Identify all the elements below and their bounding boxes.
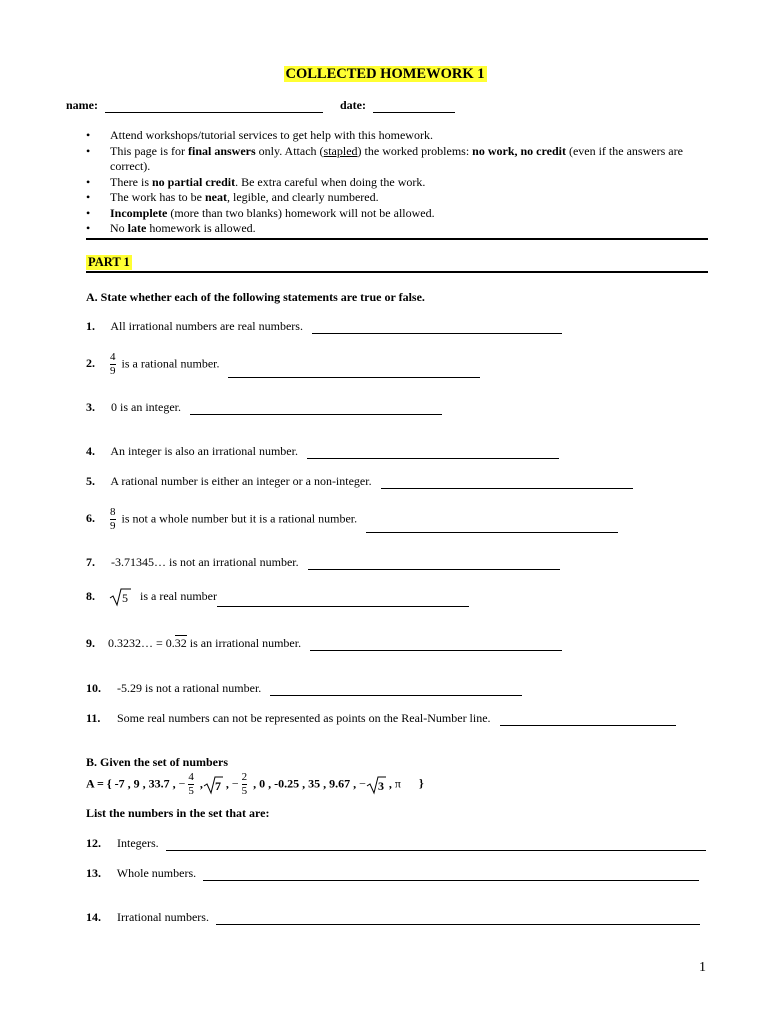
numerator: 4 <box>110 351 116 363</box>
page-number: 1 <box>699 960 706 975</box>
question-text: Whole numbers. <box>116 866 197 880</box>
instruction-item <box>86 144 706 175</box>
divider-part <box>86 271 708 273</box>
question-9 <box>86 636 562 651</box>
answer-blank[interactable] <box>217 605 469 607</box>
emphasis-text: no partial credit <box>151 174 236 189</box>
radicand: 5 <box>122 591 128 605</box>
question-text: -5.29 is not a rational number. <box>117 681 262 695</box>
question-number: 12. <box>86 836 101 850</box>
date-blank[interactable] <box>373 111 455 113</box>
page-title <box>0 66 770 83</box>
question-1 <box>86 319 562 334</box>
question-number: 14. <box>86 910 101 924</box>
fraction <box>242 771 248 798</box>
question-14 <box>86 910 706 925</box>
instruction-text: There is <box>110 174 152 189</box>
instruction-text: This page is for <box>110 143 188 158</box>
question-text: Some real numbers can not be represented as points on the Real-Number line. <box>117 711 491 725</box>
instruction-item <box>86 175 706 191</box>
question-number: 9. <box>86 636 95 650</box>
question-number: 2. <box>86 356 95 371</box>
question-7 <box>86 555 560 570</box>
answer-blank[interactable] <box>203 879 699 881</box>
square-root-icon <box>203 775 223 795</box>
emphasis-text: late <box>127 221 147 235</box>
pi-symbol: π <box>394 776 401 791</box>
minus-sign: − <box>231 776 239 791</box>
question-number: 7. <box>86 555 95 569</box>
separator: , <box>196 776 203 791</box>
question-text: Integers. <box>117 836 159 850</box>
date-field[interactable] <box>340 98 455 113</box>
answer-blank[interactable] <box>228 376 480 378</box>
instruction-text: The work has to be <box>110 190 205 204</box>
answer-blank[interactable] <box>190 413 442 415</box>
answer-blank[interactable] <box>500 724 676 726</box>
instruction-text: Attend workshops/tutorial services to get help with this homework. <box>110 128 433 142</box>
answer-blank[interactable] <box>216 923 700 925</box>
instructions-list <box>86 128 706 237</box>
emphasis-text: final answers <box>187 143 256 158</box>
question-8 <box>86 587 469 607</box>
numerator: 8 <box>110 506 116 518</box>
radicand: 7 <box>214 778 221 793</box>
instruction-text: homework is allowed. <box>146 221 256 235</box>
numerator: 2 <box>241 771 248 783</box>
answer-blank[interactable] <box>312 332 562 334</box>
minus-sign: − <box>178 776 186 791</box>
fraction <box>110 506 116 533</box>
question-text: An integer is also an irrational number. <box>110 444 298 458</box>
divider-top <box>86 238 708 240</box>
question-text: Irrational numbers. <box>117 910 209 924</box>
list-heading: List the numbers in the set that are: <box>86 806 270 820</box>
repeating-digits: 32 <box>174 636 187 650</box>
answer-blank[interactable] <box>308 568 560 570</box>
set-end: } <box>418 776 424 791</box>
separator: , <box>222 776 232 791</box>
separator: , <box>385 776 395 791</box>
radicand: 3 <box>377 778 384 793</box>
question-11 <box>86 711 676 726</box>
name-field[interactable] <box>66 98 323 113</box>
question-6 <box>86 506 618 533</box>
question-number: 3. <box>86 400 95 414</box>
numerator: 4 <box>188 771 194 783</box>
square-root-icon <box>109 587 131 607</box>
instruction-text: only. Attach ( <box>255 143 324 158</box>
question-10 <box>86 681 522 696</box>
set-middle: , 0 , -0.25 , 35 , 9.67 , <box>250 776 360 791</box>
answer-blank[interactable] <box>381 487 633 489</box>
question-text: is an irrational number. <box>186 636 302 650</box>
question-4 <box>86 444 559 459</box>
instruction-item <box>86 128 706 144</box>
denominator: 9 <box>110 520 116 532</box>
question-3 <box>86 400 442 415</box>
denominator: 5 <box>188 785 194 797</box>
instruction-text: (more than two blanks) homework will not be allowed. <box>167 205 435 220</box>
denominator: 9 <box>110 365 116 377</box>
section-b-heading: B. Given the set of numbers <box>86 755 228 769</box>
answer-blank[interactable] <box>307 457 559 459</box>
instruction-text: (even if the answers are correct). <box>110 143 683 173</box>
name-label: name: <box>66 98 98 112</box>
minus-sign: − <box>359 776 366 791</box>
question-number: 4. <box>86 444 95 458</box>
set-start: A = { -7 , 9 , 33.7 , <box>86 776 179 791</box>
question-text: 0 is an integer. <box>111 400 181 414</box>
answer-blank[interactable] <box>310 649 562 651</box>
name-blank[interactable] <box>105 111 323 113</box>
question-text: All irrational numbers are real numbers. <box>110 319 303 333</box>
square-root-icon <box>366 775 386 795</box>
question-number: 11. <box>86 711 101 725</box>
question-number: 6. <box>86 511 95 526</box>
title-text: COLLECTED HOMEWORK 1 <box>285 66 485 82</box>
instruction-item <box>86 221 706 237</box>
question-text: is a rational number. <box>121 356 220 371</box>
question-text: is a real number <box>140 588 217 603</box>
instruction-text: , legible, and clearly numbered. <box>226 190 379 204</box>
answer-blank[interactable] <box>166 849 706 851</box>
section-a-heading: A. State whether each of the following statements are true or false. <box>86 290 425 304</box>
question-number: 10. <box>86 681 101 695</box>
instruction-item <box>86 206 706 222</box>
part-label: PART 1 <box>88 255 130 269</box>
emphasis-text: neat <box>204 190 227 204</box>
underlined-text: stapled <box>323 143 358 158</box>
question-13 <box>86 866 706 881</box>
answer-blank[interactable] <box>270 694 522 696</box>
fraction <box>110 351 116 378</box>
instruction-text: ) the worked problems: <box>357 143 473 158</box>
question-pre: 0.3232… = 0. <box>108 636 175 650</box>
question-text: is not a whole number but it is a rational number. <box>121 511 358 526</box>
fraction <box>188 771 194 798</box>
date-label: date: <box>340 98 366 112</box>
instruction-text: . Be extra careful when doing the work. <box>235 174 426 189</box>
question-2 <box>86 351 480 378</box>
denominator: 5 <box>241 785 248 797</box>
instruction-item <box>86 190 706 206</box>
question-text: -3.71345… is not an irrational number. <box>111 555 299 569</box>
instruction-text: No <box>110 221 128 235</box>
question-number: 5. <box>86 474 95 488</box>
number-set <box>86 771 424 798</box>
question-12 <box>86 836 706 851</box>
answer-blank[interactable] <box>366 531 618 533</box>
emphasis-text: Incomplete <box>110 205 168 220</box>
question-5 <box>86 474 633 489</box>
question-number: 13. <box>86 866 101 880</box>
question-text: A rational number is either an integer or a non-integer. <box>110 474 372 488</box>
emphasis-text: no work, no credit <box>472 143 566 158</box>
question-number: 8. <box>86 588 95 603</box>
question-number: 1. <box>86 319 95 333</box>
